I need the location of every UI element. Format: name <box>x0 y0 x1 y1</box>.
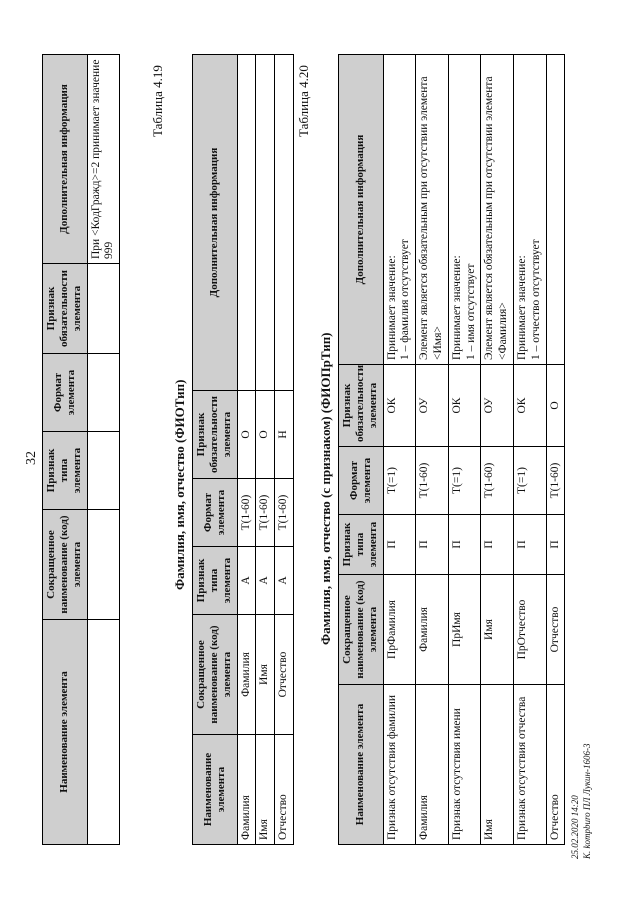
header-cell: Наименование элемента <box>193 735 238 845</box>
table-header-row <box>43 55 88 845</box>
table-row: Имя Имя А T(1-60) O <box>256 55 275 845</box>
stamp-date: 25.02.2020 14:20 <box>570 795 580 859</box>
table-header-row <box>339 55 384 845</box>
header-cell: Признак типа элемента <box>339 515 384 575</box>
header-cell: Дополнительная информация <box>43 55 88 264</box>
table-row: Фамилия Фамилия П T(1-60) ОУ Элемент является обязательным при отсутствии элемента <Имя> <box>416 55 449 845</box>
table-row: Отчество Отчество А T(1-60) Н <box>275 55 294 845</box>
table-row: Отчество Отчество П T(1-60) О <box>546 55 565 845</box>
table-4-20 <box>338 54 565 845</box>
table-header-row <box>193 55 238 845</box>
header-cell: Признак обязательности элемента <box>193 391 238 479</box>
header-cell: Формат элемента <box>43 354 88 432</box>
table-caption-4-20: Таблица 4.20 <box>296 65 311 137</box>
header-cell: Сокращенное наименование (код) элемента <box>43 510 88 620</box>
table-row <box>87 55 120 845</box>
table-row: Признак отсутствия имени ПрИмя П T(=1) ОК Принимает значение: 1 – имя отсутствует <box>448 55 481 845</box>
table-title-4-20: Фамилия, имя, отчество (с признаком) (ФИОПрТип) <box>318 332 333 645</box>
header-cell: Наименование элемента <box>43 620 88 845</box>
header-cell: Признак обязательности элемента <box>43 264 88 354</box>
header-cell: Признак типа элемента <box>43 432 88 510</box>
continuation-table <box>42 54 120 845</box>
table-cell: При <КодГражд>=2 принимает значение 999 <box>87 55 120 264</box>
table-row: Имя Имя П T(1-60) ОУ Элемент является обязательным при отсутствии элемента <Фамилия> <box>481 55 514 845</box>
header-cell: Признак типа элемента <box>193 547 238 615</box>
stamp-user: К. kompburo ПЛ Лукин-1606-3 <box>581 743 592 859</box>
table-row: Признак отсутствия фамилии ПрФамилия П T(=1) ОК Принимает значение: 1 – фамилия отсутствует <box>383 55 416 845</box>
header-cell: Формат элемента <box>193 479 238 547</box>
page-number: 32 <box>24 451 39 465</box>
header-cell: Дополнительная информация <box>339 55 384 365</box>
footer-stamp <box>570 744 593 860</box>
header-cell: Сокращенное наименование (код) элемента <box>193 615 238 735</box>
header-cell: Формат элемента <box>339 447 384 515</box>
table-row: Фамилия Фамилия А T(1-60) O <box>237 55 256 845</box>
table-title-4-19: Фамилия, имя, отчество (ФИОТип) <box>172 379 187 590</box>
table-caption-4-19: Таблица 4.19 <box>150 65 165 137</box>
header-cell: Признак обязательности элемента <box>339 365 384 447</box>
table-row: Признак отсутствия отчества ПрОтчество П T(=1) ОК Принимает значение: 1 – отчество отсутствует <box>513 55 546 845</box>
header-cell: Сокращенное наименование (код) элемента <box>339 575 384 685</box>
table-4-19 <box>192 54 294 845</box>
header-cell: Дополнительная информация <box>193 55 238 391</box>
header-cell: Наименование элемента <box>339 685 384 845</box>
